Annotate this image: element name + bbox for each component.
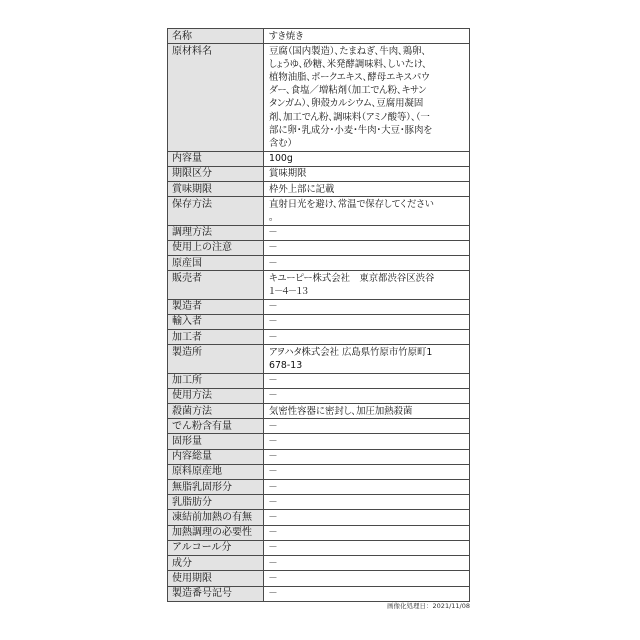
row-value xyxy=(264,345,469,372)
row-value-line: － xyxy=(269,542,277,554)
row-value-line: － xyxy=(269,257,277,269)
row-label: 調理方法 xyxy=(168,226,264,240)
row-value xyxy=(264,404,469,418)
row-label: 加熱調理の必要性 xyxy=(168,526,264,540)
row-value-line: － xyxy=(269,527,277,539)
row-value xyxy=(264,256,469,270)
table-row xyxy=(168,29,469,44)
row-value-line: － xyxy=(269,420,277,432)
row-label: 使用期限 xyxy=(168,571,264,585)
table-row xyxy=(168,345,469,373)
row-value xyxy=(264,510,469,524)
table-row xyxy=(168,182,469,197)
row-value xyxy=(264,182,469,196)
row-label: 期限区分 xyxy=(168,167,264,181)
table-row xyxy=(168,389,469,404)
table-row xyxy=(168,271,469,299)
row-label: 原産国 xyxy=(168,256,264,270)
image-processed-date: 画像化処理日：2021/11/08 xyxy=(387,602,470,610)
table-row xyxy=(168,495,469,510)
table-row xyxy=(168,450,469,465)
row-value xyxy=(264,330,469,344)
row-value xyxy=(264,526,469,540)
row-label: 原料原産地 xyxy=(168,465,264,479)
row-value xyxy=(264,226,469,240)
row-label: 殺菌方法 xyxy=(168,404,264,418)
row-value xyxy=(264,167,469,181)
row-value-line: － xyxy=(269,390,277,402)
table-row xyxy=(168,300,469,315)
row-label: 凍結前加熱の有無 xyxy=(168,510,264,524)
row-value-line: － xyxy=(269,572,277,584)
row-value-line: アヲハタ株式会社 広島県竹原市竹原町1 xyxy=(269,346,433,358)
row-value xyxy=(264,556,469,570)
row-label: 成分 xyxy=(168,556,264,570)
table-row xyxy=(168,44,469,152)
row-value xyxy=(264,315,469,329)
row-value-line: － xyxy=(269,511,277,523)
row-label: 使用上の注意 xyxy=(168,241,264,255)
row-value xyxy=(264,587,469,601)
row-label: 原材料名 xyxy=(168,44,264,151)
row-value xyxy=(264,480,469,494)
row-label: 使用方法 xyxy=(168,389,264,403)
table-row xyxy=(168,256,469,271)
row-value xyxy=(264,541,469,555)
row-value xyxy=(264,374,469,388)
row-value xyxy=(264,389,469,403)
row-value-line: １－４－１３ xyxy=(269,285,308,297)
table-row xyxy=(168,465,469,480)
row-value-line: すき焼き xyxy=(269,30,304,42)
row-value-line: キユーピー株式会社 東京都渋谷区渋谷 xyxy=(269,272,435,284)
table-row xyxy=(168,404,469,419)
row-value-line: 678-13 xyxy=(269,359,303,371)
product-info-table xyxy=(167,28,470,602)
table-row xyxy=(168,571,469,586)
row-label: 保存方法 xyxy=(168,197,264,224)
row-value-line: 100g xyxy=(269,153,293,165)
row-value-line: － xyxy=(269,496,277,508)
row-label: 内容総量 xyxy=(168,450,264,464)
table-row xyxy=(168,419,469,434)
row-value-line: 剤、加工でん粉、調味料（アミノ酸等）、（一 xyxy=(269,111,430,123)
table-row xyxy=(168,374,469,389)
row-value-line: － xyxy=(269,301,277,313)
row-label: 名称 xyxy=(168,29,264,43)
row-label: 製造番号記号 xyxy=(168,587,264,601)
row-label: 乳脂肪分 xyxy=(168,495,264,509)
row-value-line: － xyxy=(269,242,277,254)
row-label: アルコール分 xyxy=(168,541,264,555)
row-value-line: 豆腐（国内製造）、たまねぎ、牛肉、鶏卵、 xyxy=(269,45,427,57)
table-row xyxy=(168,541,469,556)
table-row xyxy=(168,510,469,525)
row-value xyxy=(264,197,469,224)
row-value-line: － xyxy=(269,227,277,239)
table-row xyxy=(168,587,469,602)
row-label: 加工所 xyxy=(168,374,264,388)
table-row xyxy=(168,226,469,241)
row-value-line: 枠外上部に記載 xyxy=(269,183,335,195)
row-value-line: 含む） xyxy=(269,138,293,150)
row-value-line: － xyxy=(269,557,277,569)
row-value-line: 。 xyxy=(269,212,274,223)
row-value xyxy=(264,571,469,585)
table-row xyxy=(168,241,469,256)
table-row xyxy=(168,315,469,330)
table-row xyxy=(168,434,469,449)
row-label: 輸入者 xyxy=(168,315,264,329)
row-value-line: 気密性容器に密封し、加圧加熱殺菌 xyxy=(269,405,413,417)
row-value-line: 植物油脂、ポークエキス、酵母エキスパウ xyxy=(269,72,430,84)
row-value xyxy=(264,241,469,255)
row-value-line: タンガム）、卵殻カルシウム、豆腐用凝固 xyxy=(269,98,424,110)
table-row xyxy=(168,152,469,167)
row-value-line: しょうゆ、砂糖、米発酵調味料、しいたけ、 xyxy=(269,58,427,70)
row-value xyxy=(264,419,469,433)
row-label: 販売者 xyxy=(168,271,264,298)
row-value xyxy=(264,465,469,479)
row-value-line: － xyxy=(269,466,277,478)
table-row xyxy=(168,330,469,345)
row-value-line: － xyxy=(269,451,277,463)
row-value xyxy=(264,450,469,464)
row-label: でん粉含有量 xyxy=(168,419,264,433)
row-value xyxy=(264,495,469,509)
row-value xyxy=(264,434,469,448)
row-value xyxy=(264,29,469,43)
table-row xyxy=(168,167,469,182)
row-value xyxy=(264,271,469,298)
row-value-line: ダー、食塩／増粘剤（加工でん粉、キサン xyxy=(269,85,427,97)
row-value xyxy=(264,300,469,314)
row-label: 無脂乳固形分 xyxy=(168,480,264,494)
row-label: 内容量 xyxy=(168,152,264,166)
row-value xyxy=(264,44,469,151)
row-label: 製造所 xyxy=(168,345,264,372)
row-value-line: 直射日光を避け、常温で保存してください xyxy=(269,198,434,210)
row-value-line: － xyxy=(269,316,277,328)
row-value-line: 部に卵・乳成分・小麦・牛肉・大豆・豚肉を xyxy=(269,124,433,136)
row-value-line: 賞味期限 xyxy=(269,168,307,180)
row-label: 製造者 xyxy=(168,300,264,314)
table-row xyxy=(168,526,469,541)
row-value-line: － xyxy=(269,331,277,343)
row-label: 加工者 xyxy=(168,330,264,344)
row-value-line: － xyxy=(269,588,277,599)
row-value-line: － xyxy=(269,481,277,493)
row-label: 固形量 xyxy=(168,434,264,448)
table-row xyxy=(168,197,469,225)
row-value xyxy=(264,152,469,166)
table-row xyxy=(168,480,469,495)
row-label: 賞味期限 xyxy=(168,182,264,196)
row-value-line: － xyxy=(269,435,277,447)
table-row xyxy=(168,556,469,571)
row-value-line: － xyxy=(269,375,277,387)
